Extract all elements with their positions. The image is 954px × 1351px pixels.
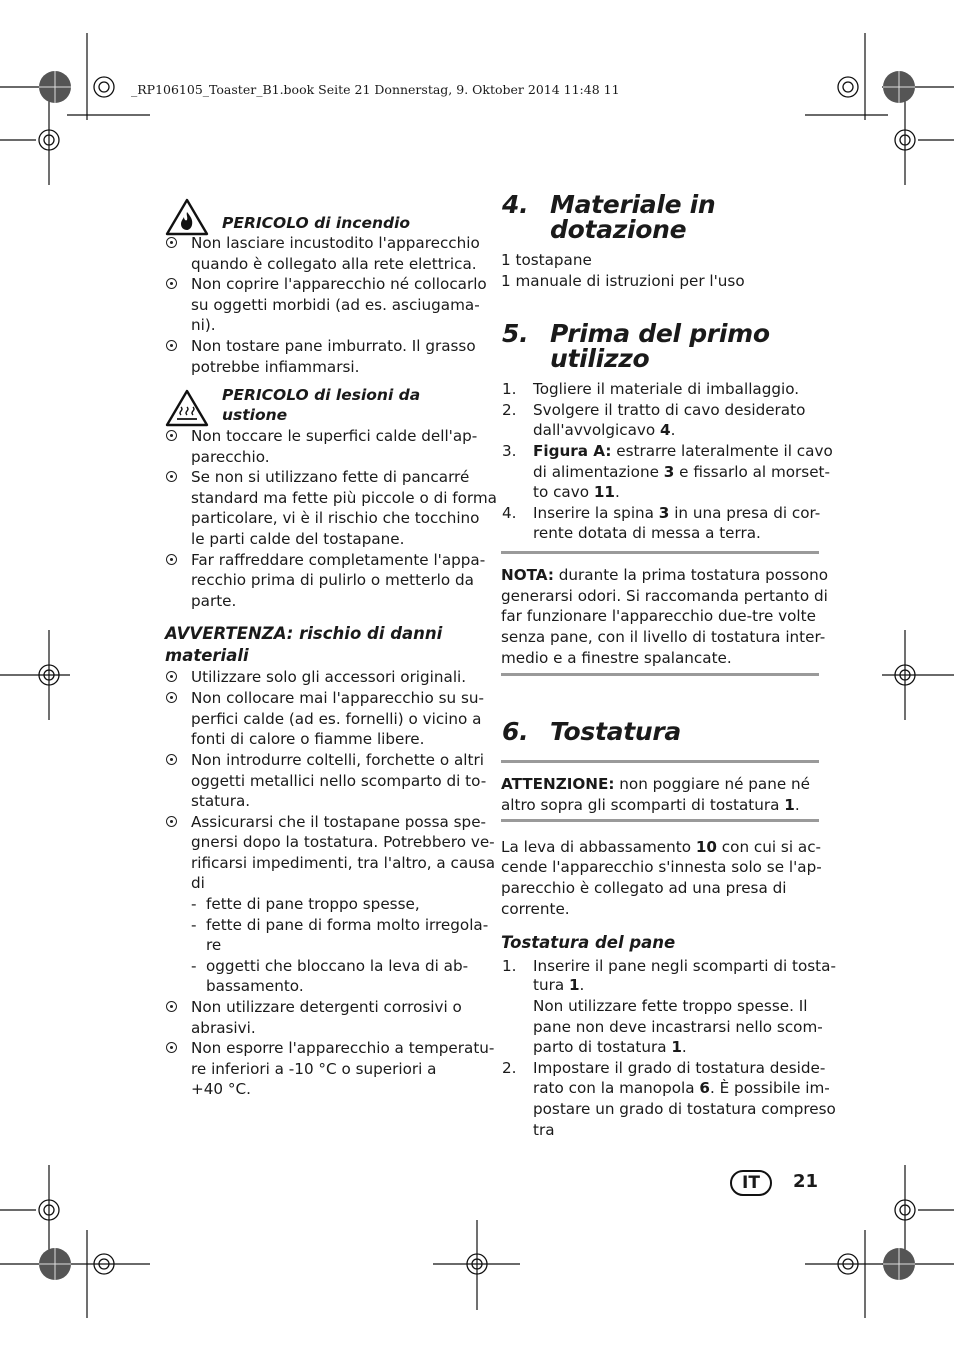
- list-item: statura.: [191, 792, 251, 810]
- step-text: rato con la manopola 6. È possibile im-: [533, 1079, 830, 1097]
- list-item: Non introdurre coltelli, forchette o altri: [191, 751, 484, 769]
- list-subitem: oggetti che bloccano la leva di ab-: [206, 957, 469, 975]
- section-number: 5.: [502, 319, 529, 348]
- list-subitem: bassamento.: [206, 977, 304, 995]
- subsection-title: Tostatura del pane: [501, 933, 676, 952]
- paragraph-text: La leva di abbassamento 10 con cui si ac-: [501, 838, 822, 856]
- bullet-icon: [166, 1001, 177, 1012]
- list-subitem: fette di pane di forma molto irregola-: [206, 916, 489, 934]
- fire-warning-title: PERICOLO di incendio: [222, 214, 411, 232]
- step-number: 1.: [502, 957, 517, 975]
- bullet-icon: [166, 340, 177, 351]
- list-item: perfici calde (ad es. fornelli) o vicino a: [191, 710, 482, 728]
- step-text: Inserire la spina 3 in una presa di cor-: [533, 504, 821, 522]
- list-item: fonti di calore o fiamme libere.: [191, 730, 425, 748]
- divider: [501, 760, 819, 763]
- bullet-icon: [166, 816, 177, 827]
- step-text: Inserire il pane negli scomparti di tosta-: [533, 957, 836, 975]
- list-item: quando è collegato alla rete elettrica.: [191, 255, 477, 273]
- list-item: Non collocare mai l'apparecchio su su-: [191, 689, 484, 707]
- bullet-icon: [166, 237, 177, 248]
- list-item: potrebbe infiammarsi.: [191, 358, 360, 376]
- list-item: Non tostare pane imburrato. Il grasso: [191, 337, 476, 355]
- list-item: parecchio.: [191, 448, 270, 466]
- list-item: di: [191, 874, 205, 892]
- divider: [501, 551, 819, 554]
- section-title: Materiale in: [550, 190, 716, 219]
- list-item: Utilizzare solo gli accessori originali.: [191, 668, 467, 686]
- step-number: 2.: [502, 1059, 517, 1077]
- list-item: Non coprire l'apparecchio né collocarlo: [191, 275, 487, 293]
- step-number: 4.: [502, 504, 517, 522]
- list-item: Non toccare le superfici calde dell'ap-: [191, 427, 478, 445]
- step-text: Svolgere il tratto di cavo desiderato: [533, 401, 806, 419]
- list-item: +40 °C.: [191, 1080, 251, 1098]
- bullet-icon: [166, 554, 177, 565]
- attention-text: altro sopra gli scomparti di tostatura 1.: [501, 796, 800, 814]
- step-text: tra: [533, 1121, 555, 1139]
- print-header: _RP106105_Toaster_B1.book Seite 21 Donnerstag, 9. Oktober 2014 11:48 11: [131, 82, 620, 97]
- paragraph-text: parecchio è collegato ad una presa di: [501, 879, 787, 897]
- step-text: di alimentazione 3 e fissarlo al morset-: [533, 463, 830, 481]
- list-item: re inferiori a -10 °C o superiori a: [191, 1060, 437, 1078]
- note-text: medio e a finestre spalancate.: [501, 649, 732, 667]
- page-number: 21: [793, 1171, 819, 1192]
- list-item: le parti calde del tostapane.: [191, 530, 405, 548]
- list-item: su oggetti morbidi (ad es. asciugama-: [191, 296, 480, 314]
- list-item: standard ma fette più piccole o di forma: [191, 489, 497, 507]
- section-title: utilizzo: [550, 344, 650, 373]
- note-text: senza pane, con il livello di tostatura inter-: [501, 628, 826, 646]
- note-text: generarsi odori. Si raccomanda pertanto di: [501, 587, 828, 605]
- bullet-icon: [166, 692, 177, 703]
- step-text: tura 1.: [533, 976, 585, 994]
- list-item: rificarsi impedimenti, tra l'altro, a causa: [191, 854, 496, 872]
- burn-warning-title: PERICOLO di lesioni da: [222, 386, 421, 404]
- step-text: to cavo 11.: [533, 483, 620, 501]
- dash-icon: -: [191, 916, 197, 934]
- damage-warning-title: materiali: [165, 646, 249, 665]
- step-number: 2.: [502, 401, 517, 419]
- divider: [501, 673, 819, 676]
- bullet-icon: [166, 430, 177, 441]
- language-badge: IT: [730, 1170, 772, 1196]
- list-subitem: fette di pane troppo spesse,: [206, 895, 420, 913]
- list-item: particolare, vi è il rischio che tocchino: [191, 509, 480, 527]
- list-item: oggetti metallici nello scomparto di to-: [191, 772, 487, 790]
- list-item: abrasivi.: [191, 1019, 256, 1037]
- bullet-icon: [166, 671, 177, 682]
- paragraph-text: corrente.: [501, 900, 570, 918]
- bullet-icon: [166, 471, 177, 482]
- dash-icon: -: [191, 895, 197, 913]
- step-text: pane non deve incastrarsi nello scom-: [533, 1018, 823, 1036]
- step-number: 3.: [502, 442, 517, 460]
- bullet-icon: [166, 1042, 177, 1053]
- paragraph-text: cende l'apparecchio s'innesta solo se l'ap-: [501, 858, 822, 876]
- note-text: NOTA: durante la prima tostatura possono: [501, 566, 829, 584]
- list-item: Non utilizzare detergenti corrosivi o: [191, 998, 462, 1016]
- hot-surface-warning-icon: [165, 389, 209, 427]
- divider: [501, 819, 819, 822]
- text-line: 1 tostapane: [501, 251, 592, 269]
- list-item: Se non si utilizzano fette di pancarré: [191, 468, 470, 486]
- list-item: ni).: [191, 316, 216, 334]
- note-text: far funzionare l'apparecchio due-tre volte: [501, 607, 816, 625]
- burn-warning-title: ustione: [222, 406, 288, 424]
- list-item: Non esporre l'apparecchio a temperatu-: [191, 1039, 495, 1057]
- step-text: Non utilizzare fette troppo spesse. Il: [533, 997, 808, 1015]
- section-title: Tostatura: [550, 717, 681, 746]
- section-number: 4.: [502, 190, 529, 219]
- step-number: 1.: [502, 380, 517, 398]
- damage-warning-title: AVVERTENZA: rischio di danni: [165, 624, 443, 643]
- section-title: Prima del primo: [550, 319, 770, 348]
- step-text: Figura A: estrarre lateralmente il cavo: [533, 442, 833, 460]
- list-item: parte.: [191, 592, 237, 610]
- bullet-icon: [166, 278, 177, 289]
- step-text: rente dotata di messa a terra.: [533, 524, 761, 542]
- step-text: Togliere il materiale di imballaggio.: [533, 380, 800, 398]
- list-item: Far raffreddare completamente l'appa-: [191, 551, 486, 569]
- step-text: Impostare il grado di tostatura deside-: [533, 1059, 826, 1077]
- dash-icon: -: [191, 957, 197, 975]
- step-text: parto di tostatura 1.: [533, 1038, 687, 1056]
- text-line: 1 manuale di istruzioni per l'uso: [501, 272, 745, 290]
- section-title: dotazione: [550, 215, 687, 244]
- fire-warning-icon: [165, 198, 209, 236]
- list-subitem: re: [206, 936, 222, 954]
- list-item: Assicurarsi che il tostapane possa spe-: [191, 813, 487, 831]
- bullet-icon: [166, 754, 177, 765]
- list-item: gnersi dopo la tostatura. Potrebbero ve-: [191, 833, 495, 851]
- attention-text: ATTENZIONE: non poggiare né pane né: [501, 775, 811, 793]
- section-number: 6.: [502, 717, 529, 746]
- list-item: Non lasciare incustodito l'apparecchio: [191, 234, 480, 252]
- step-text: dall'avvolgicavo 4.: [533, 421, 676, 439]
- list-item: recchio prima di pulirlo o metterlo da: [191, 571, 474, 589]
- step-text: postare un grado di tostatura compreso: [533, 1100, 836, 1118]
